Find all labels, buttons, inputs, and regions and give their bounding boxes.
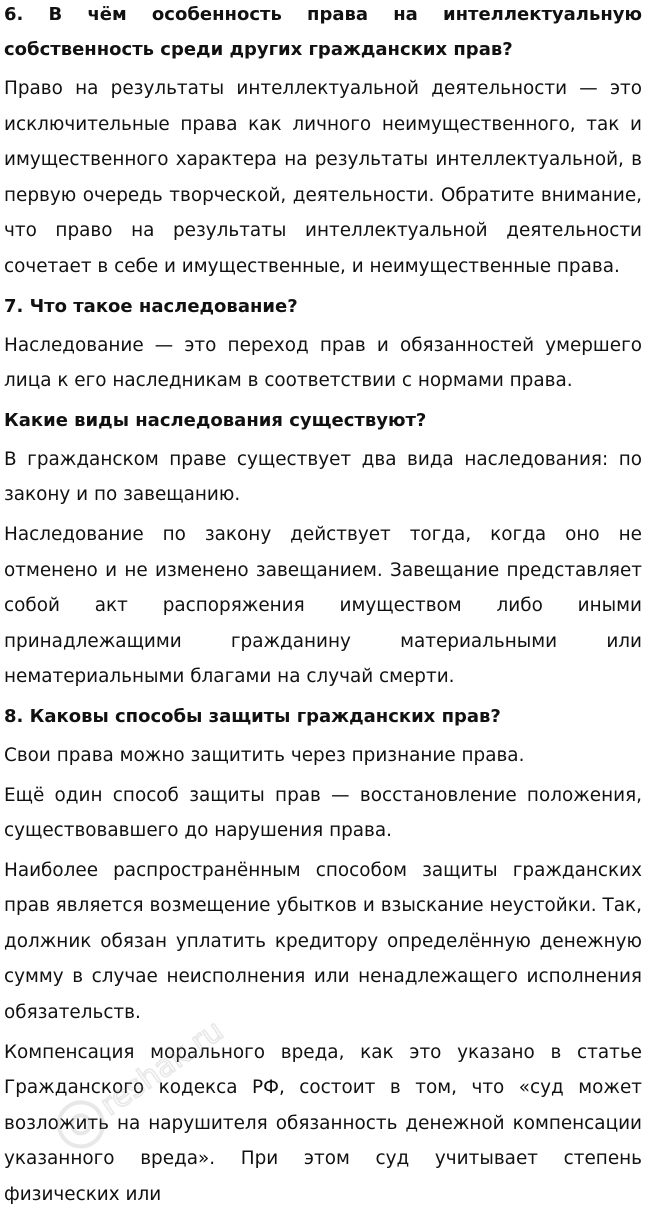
question-8-answer-4: Компенсация морального вреда, как это указано в статье Гражданского кодекса РФ, состоит в том, что «суд может возложить на нарушителя обязанность денежной компенсации указанного вреда». При этом суд учитывает степень физических или: [4, 1041, 642, 1206]
question-6-heading: 6. В чём особенность права на интеллектуальную собственность среди других гражданских прав?: [4, 4, 642, 60]
question-8-answer-3: Наиболее распространённым способом защиты гражданских прав является возмещение убытков и взыскание неустойки. Так, должник обязан уплатить кредитору определённую денежную сумму в случае неисполнения или ненадлежащего исполнения обязательств.: [4, 859, 642, 1024]
document-page: [4, 0, 642, 1215]
question-7-heading: 7. Что такое наследование?: [4, 295, 298, 317]
question-8-answer-1: Свои права можно защитить через признание права.: [4, 744, 525, 766]
question-8-heading: 8. Каковы способы защиты гражданских прав?: [4, 705, 501, 727]
question-8-answer-2: Ещё один способ защиты прав — восстановление положения, существовавшего до нарушения права.: [4, 784, 642, 842]
watermark-text: reshak.ru: [94, 1013, 230, 1124]
question-7-subheading: Какие виды наследования существуют?: [4, 409, 427, 431]
question-7-sub-answer-1: В гражданском праве существует два вида наследования: по закону и по завещанию.: [4, 448, 642, 506]
question-7-sub-answer-2: Наследование по закону действует тогда, когда оно не отменено и не изменено завещанием. Завещание представляет собой акт распоряжения имуществом либо иными принадлежащими гражданину материальными или нематериальными благами на случай смерти.: [4, 523, 642, 688]
question-6-answer: Право на результаты интеллектуальной деятельности — это исключительные права как личного неимущественного, так и имущественного характера на результаты интеллектуальной, в первую очередь творческой, деятельности. Обратите внимание, что право на результаты интеллектуальной деятельности сочетает в себе и имущественные, и неимущественные права.: [4, 78, 642, 277]
question-7-answer: Наследование — это переход прав и обязанностей умершего лица к его наследникам в соответствии с нормами права.: [4, 334, 642, 392]
